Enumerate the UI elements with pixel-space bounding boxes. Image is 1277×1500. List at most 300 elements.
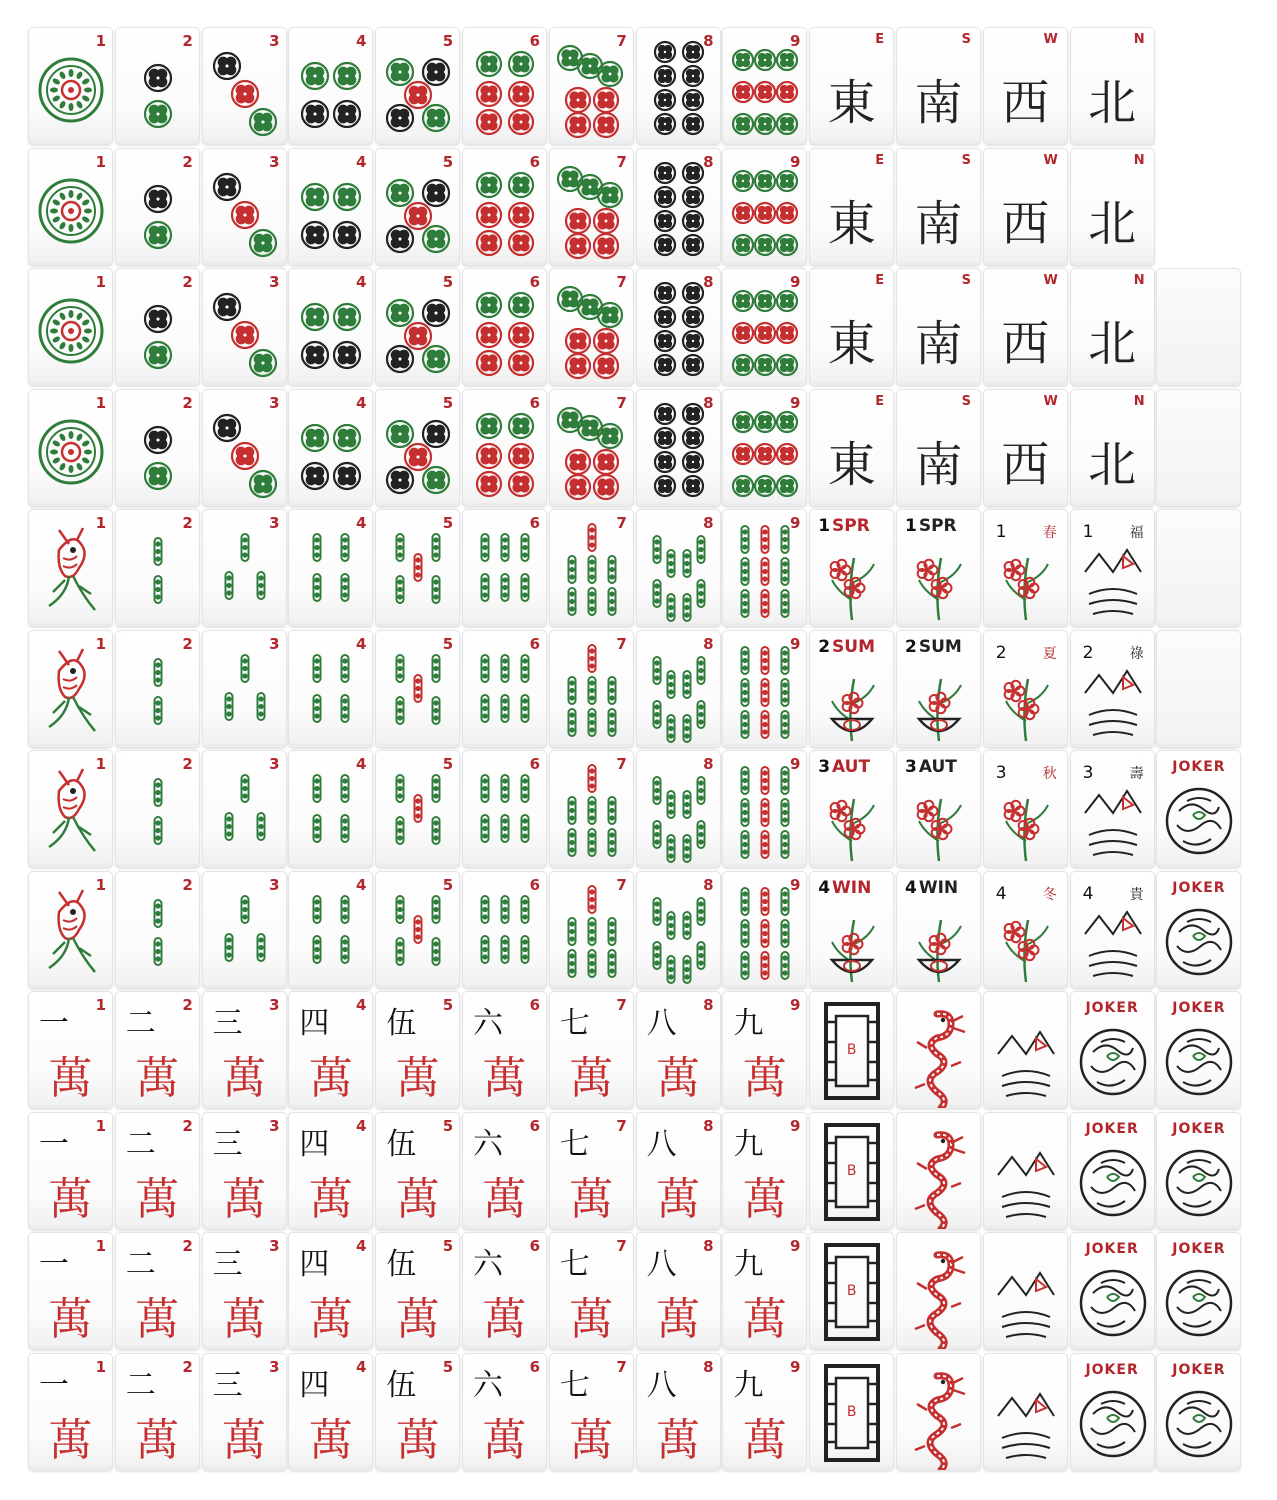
joker-tile	[1070, 991, 1155, 1109]
wind-tile	[809, 389, 894, 507]
joker-tile	[1070, 1112, 1155, 1230]
wind-character: 西	[1001, 316, 1050, 372]
wan-character: 萬	[482, 1414, 527, 1466]
character-tile	[28, 1112, 113, 1230]
season-tile	[809, 871, 894, 989]
tile-index: 7	[616, 634, 627, 653]
wind-character: 南	[914, 316, 963, 372]
wind-letter: E	[875, 393, 885, 409]
circle-tile	[115, 389, 200, 507]
tile-index: 7	[616, 996, 627, 1014]
tile-index: 3	[269, 755, 280, 773]
season-label	[905, 757, 957, 777]
fortune-number: 1	[1082, 522, 1094, 542]
wan-character: 萬	[569, 1053, 614, 1104]
landscape-icon	[984, 1354, 1068, 1471]
tile-index: 1	[95, 514, 106, 532]
character-tile	[722, 991, 807, 1109]
wan-character: 萬	[135, 1053, 180, 1104]
tile-index: 2	[182, 875, 193, 894]
wind-tile	[983, 389, 1068, 507]
character-tile	[288, 991, 373, 1109]
season-label	[818, 878, 871, 898]
circle-tile	[375, 27, 460, 145]
bamboo-tile	[28, 630, 113, 748]
tile-index: 6	[529, 273, 540, 291]
character-tile	[375, 1232, 460, 1350]
wan-character: 萬	[395, 1414, 440, 1466]
wan-character: 萬	[48, 1053, 93, 1104]
red-dragon-tile	[896, 1232, 981, 1350]
season-name: AUT	[832, 757, 871, 777]
bamboo-tile	[375, 509, 460, 627]
bamboo-tile	[288, 871, 373, 989]
circle-tile	[375, 268, 460, 386]
tile-index: 9	[789, 1116, 801, 1135]
season-label	[905, 516, 957, 536]
tile-index: 1	[95, 1116, 106, 1135]
wind-tile	[896, 389, 981, 507]
wan-character: 萬	[395, 1173, 440, 1225]
bamboo-tile	[202, 871, 287, 989]
wan-character: 萬	[308, 1173, 353, 1225]
joker-label: JOKER	[1085, 1361, 1139, 1378]
wind-letter: S	[961, 32, 971, 47]
joker-label: JOKER	[1085, 1241, 1139, 1257]
numeral-character: 伍	[386, 1367, 417, 1403]
numeral-character: 七	[559, 1006, 590, 1041]
tile-index: 2	[182, 755, 193, 773]
numeral-character: 三	[212, 1126, 243, 1162]
dragon-icon	[897, 1113, 981, 1230]
bamboo-tile	[636, 871, 721, 989]
wind-character: 南	[914, 195, 963, 252]
wan-character: 萬	[482, 1294, 527, 1345]
red-dragon-tile	[896, 991, 981, 1109]
season-label	[905, 637, 962, 657]
season-tile	[896, 509, 981, 627]
circle-tile	[636, 27, 721, 145]
tile-index: 9	[789, 1237, 801, 1255]
character-tile	[288, 1112, 373, 1230]
tile-index: 8	[703, 755, 714, 773]
tile-index: 5	[442, 1357, 454, 1376]
numeral-character: 八	[646, 1126, 677, 1162]
numeral-character: 六	[473, 1247, 503, 1282]
joker-tile	[1156, 1112, 1241, 1230]
red-dragon-tile	[896, 1112, 981, 1230]
tile-index: 4	[355, 634, 367, 653]
tile-index: 5	[442, 32, 454, 50]
character-tile	[722, 1112, 807, 1230]
wind-letter: S	[961, 393, 971, 409]
wind-tile	[896, 148, 981, 266]
circle-tile	[722, 148, 807, 266]
wan-character: 萬	[569, 1294, 614, 1345]
bamboo-tile	[722, 630, 807, 748]
wan-character: 萬	[482, 1173, 527, 1225]
flower-tile	[983, 630, 1068, 748]
bamboo-tile	[28, 509, 113, 627]
tile-index: 7	[616, 32, 627, 50]
wind-letter: N	[1133, 32, 1145, 47]
tile-index: 2	[182, 393, 193, 412]
wan-character: 萬	[395, 1294, 440, 1345]
circle-tile	[636, 268, 721, 386]
numeral-character: 七	[559, 1367, 590, 1403]
wind-letter: W	[1043, 32, 1058, 47]
tile-index: 9	[789, 634, 801, 653]
numeral-character: 三	[212, 1367, 243, 1403]
wind-letter: W	[1043, 393, 1058, 409]
joker-label: JOKER	[1085, 1120, 1139, 1137]
circle-tile	[28, 268, 113, 386]
season-tile	[896, 630, 981, 748]
character-tile	[202, 991, 287, 1109]
bamboo-tile	[288, 509, 373, 627]
numeral-character: 四	[299, 1126, 330, 1162]
numeral-character: 一	[39, 1247, 69, 1282]
fortune-tile	[983, 1232, 1068, 1350]
wan-character: 萬	[569, 1173, 614, 1225]
character-tile	[722, 1353, 807, 1471]
tile-index: 1	[95, 32, 106, 50]
character-tile	[375, 1353, 460, 1471]
bamboo-tile	[462, 509, 547, 627]
circle-tile	[28, 389, 113, 507]
bamboo-tile	[636, 509, 721, 627]
tile-index: 2	[182, 634, 193, 653]
wind-tile	[1070, 27, 1155, 145]
circle-tile	[202, 27, 287, 145]
dragon-letter: B	[846, 1162, 857, 1179]
joker-tile	[1070, 1353, 1155, 1471]
tile-index: 6	[529, 393, 540, 412]
tile-index: 1	[95, 755, 106, 773]
character-tile	[115, 1112, 200, 1230]
tile-index: 5	[442, 634, 454, 653]
season-number: 2	[905, 636, 917, 657]
tile-index: 8	[703, 393, 714, 412]
wan-character: 萬	[222, 1053, 267, 1104]
season-label	[818, 516, 870, 536]
tile-index: 1	[95, 996, 106, 1014]
tile-index: 6	[529, 1357, 540, 1376]
wind-character: 東	[827, 436, 876, 493]
circle-tile	[202, 148, 287, 266]
wan-character: 萬	[656, 1173, 701, 1225]
season-number: 4	[818, 877, 831, 898]
numeral-character: 四	[299, 1006, 330, 1041]
season-number: 3	[905, 757, 917, 777]
tile-index: 5	[442, 1237, 454, 1255]
fortune-tile	[1070, 871, 1155, 989]
wind-character: 南	[914, 436, 963, 493]
bamboo-tile	[115, 750, 200, 868]
landscape-icon	[984, 1233, 1068, 1350]
numeral-character: 六	[473, 1126, 503, 1162]
tile-index: 4	[355, 996, 367, 1014]
circle-tile	[28, 27, 113, 145]
numeral-character: 四	[299, 1367, 330, 1403]
numeral-character: 伍	[386, 1247, 417, 1282]
tile-index: 3	[269, 1357, 280, 1376]
bamboo-tile	[375, 750, 460, 868]
joker-label: JOKER	[1085, 1000, 1139, 1016]
bamboo-tile	[722, 509, 807, 627]
tile-index: 6	[529, 514, 540, 532]
wan-character: 萬	[482, 1053, 527, 1104]
tile-index: 5	[442, 514, 454, 532]
circle-tile	[549, 268, 634, 386]
character-tile	[288, 1232, 373, 1350]
circle-tile	[722, 27, 807, 145]
fortune-number: 4	[1082, 883, 1094, 904]
wind-letter: W	[1043, 152, 1058, 168]
tile-index: 8	[703, 634, 714, 653]
numeral-character: 一	[39, 1006, 69, 1041]
tile-index: 9	[789, 152, 801, 171]
tile-index: 8	[703, 1237, 714, 1255]
numeral-character: 六	[473, 1006, 503, 1041]
bamboo-tile	[636, 750, 721, 868]
numeral-character: 六	[473, 1367, 503, 1403]
landscape-icon	[984, 992, 1068, 1109]
joker-label: JOKER	[1172, 879, 1226, 896]
season-tile	[809, 750, 894, 868]
bamboo-tile	[462, 871, 547, 989]
joker-label: JOKER	[1172, 1000, 1226, 1016]
wind-letter: E	[875, 32, 885, 47]
tile-index: 3	[269, 1116, 280, 1135]
wind-character: 西	[1001, 195, 1050, 252]
flower-tile	[983, 750, 1068, 868]
circle-tile	[202, 389, 287, 507]
season-name: AUT	[918, 757, 957, 777]
wind-letter: S	[961, 152, 971, 168]
landscape-icon	[984, 1113, 1068, 1230]
circle-tile	[375, 148, 460, 266]
tile-index: 7	[616, 1116, 627, 1135]
tile-index: 1	[95, 634, 106, 653]
numeral-character: 二	[125, 1006, 156, 1041]
soap-dragon-tile	[809, 991, 894, 1109]
joker-tile	[1156, 1353, 1241, 1471]
tile-index: 3	[269, 634, 280, 653]
tile-index: 9	[789, 273, 801, 291]
circle-tile	[375, 389, 460, 507]
circle-tile	[28, 148, 113, 266]
character-tile	[549, 1353, 634, 1471]
wan-character: 萬	[135, 1414, 180, 1466]
tile-index: 9	[789, 755, 801, 773]
numeral-character: 九	[733, 1126, 764, 1162]
soap-dragon-tile	[809, 1112, 894, 1230]
tile-index: 4	[355, 393, 367, 412]
season-number: 2	[818, 636, 831, 657]
flower-character: 夏	[1042, 645, 1057, 662]
season-name: WIN	[832, 877, 872, 898]
flower-tile	[983, 509, 1068, 627]
tile-index: 1	[95, 393, 106, 412]
season-name: WIN	[918, 877, 959, 898]
character-tile	[462, 991, 547, 1109]
tile-index: 4	[355, 514, 367, 532]
flower-number: 1	[995, 522, 1007, 542]
character-tile	[462, 1112, 547, 1230]
circle-tile	[115, 268, 200, 386]
fortune-tile	[1070, 509, 1155, 627]
tile-index: 4	[355, 1237, 367, 1255]
tile-index: 6	[529, 875, 540, 894]
bamboo-tile	[202, 509, 287, 627]
tile-index: 2	[182, 1116, 193, 1135]
season-name: SUM	[918, 636, 962, 657]
wan-character: 萬	[308, 1414, 353, 1466]
numeral-character: 一	[39, 1126, 69, 1162]
blank-tile	[1156, 509, 1241, 627]
tile-index: 3	[269, 32, 280, 50]
circle-tile	[462, 268, 547, 386]
joker-tile	[1156, 1232, 1241, 1350]
flower-tile	[983, 871, 1068, 989]
character-tile	[462, 1353, 547, 1471]
dragon-icon	[897, 992, 981, 1109]
tile-index: 3	[269, 152, 280, 171]
fortune-tile	[983, 991, 1068, 1109]
joker-tile	[1156, 871, 1241, 989]
character-tile	[202, 1112, 287, 1230]
wind-character: 東	[827, 195, 876, 252]
circle-tile	[722, 389, 807, 507]
wan-character: 萬	[135, 1173, 180, 1225]
tile-index: 2	[182, 1357, 193, 1376]
dragon-icon	[897, 1354, 981, 1471]
numeral-character: 八	[646, 1247, 677, 1282]
blank-tile	[1156, 268, 1241, 386]
wind-letter: S	[961, 273, 971, 288]
bamboo-tile	[28, 750, 113, 868]
joker-tile	[1070, 1232, 1155, 1350]
wind-tile	[983, 27, 1068, 145]
tile-index: 2	[182, 152, 193, 171]
joker-tile	[1156, 750, 1241, 868]
dragon-letter: B	[846, 1403, 857, 1420]
character-tile	[636, 991, 721, 1109]
blank-tile	[1156, 389, 1241, 507]
tile-index: 4	[355, 273, 367, 291]
wind-letter: E	[875, 273, 885, 288]
tile-index: 9	[789, 393, 801, 412]
character-tile	[115, 991, 200, 1109]
numeral-character: 二	[125, 1247, 156, 1282]
wan-character: 萬	[308, 1053, 353, 1104]
tile-index: 4	[355, 875, 367, 894]
bamboo-tile	[549, 509, 634, 627]
tile-index: 9	[789, 996, 801, 1014]
numeral-character: 伍	[386, 1006, 417, 1041]
tile-index: 8	[703, 996, 714, 1014]
tile-index: 7	[616, 273, 627, 291]
fortune-character: 壽	[1129, 766, 1144, 782]
tile-index: 8	[703, 1357, 714, 1376]
soap-dragon-tile	[809, 1232, 894, 1350]
tile-index: 1	[95, 273, 106, 291]
tile-index: 3	[269, 996, 280, 1014]
wind-character: 南	[914, 75, 963, 131]
character-tile	[636, 1353, 721, 1471]
bamboo-tile	[722, 871, 807, 989]
bamboo-tile	[549, 871, 634, 989]
tile-index: 6	[529, 152, 540, 171]
character-tile	[202, 1232, 287, 1350]
numeral-character: 七	[559, 1126, 590, 1162]
wind-character: 東	[827, 316, 876, 372]
flower-number: 2	[995, 642, 1007, 663]
circle-tile	[462, 27, 547, 145]
circle-tile	[202, 268, 287, 386]
circle-tile	[462, 389, 547, 507]
tile-index: 3	[269, 393, 280, 412]
tile-index: 6	[529, 1116, 540, 1135]
wan-character: 萬	[569, 1414, 614, 1466]
joker-label: JOKER	[1172, 1241, 1226, 1257]
red-dragon-tile	[896, 1353, 981, 1471]
fortune-character: 福	[1129, 525, 1144, 541]
tile-index: 8	[703, 152, 714, 171]
wind-letter: W	[1043, 273, 1058, 288]
wind-character: 西	[1001, 75, 1050, 131]
character-tile	[375, 991, 460, 1109]
character-tile	[636, 1112, 721, 1230]
wind-character: 東	[827, 75, 876, 131]
flower-character: 春	[1042, 525, 1057, 541]
tile-index: 3	[269, 273, 280, 291]
tile-index: 1	[95, 875, 106, 894]
circle-tile	[288, 148, 373, 266]
tile-index: 4	[355, 1357, 367, 1376]
character-tile	[28, 1232, 113, 1350]
fortune-tile	[983, 1112, 1068, 1230]
circle-tile	[549, 389, 634, 507]
bamboo-tile	[462, 750, 547, 868]
season-name: SPR	[918, 516, 957, 536]
bamboo-tile	[462, 630, 547, 748]
fortune-number: 2	[1082, 642, 1094, 663]
bamboo-tile	[115, 630, 200, 748]
season-number: 3	[818, 757, 831, 777]
season-label	[818, 757, 870, 777]
circle-tile	[462, 148, 547, 266]
flower-number: 4	[995, 883, 1007, 904]
season-number: 4	[905, 877, 917, 898]
tile-index: 5	[442, 152, 454, 171]
tile-index: 8	[703, 1116, 714, 1135]
circle-tile	[115, 148, 200, 266]
wan-character: 萬	[742, 1414, 787, 1466]
wind-tile	[809, 148, 894, 266]
numeral-character: 八	[646, 1006, 677, 1041]
tile-index: 7	[616, 1357, 627, 1376]
tile-index: 6	[529, 1237, 540, 1255]
wind-character: 北	[1088, 195, 1137, 252]
season-label	[818, 637, 875, 657]
dragon-letter: B	[846, 1283, 857, 1299]
tile-index: 3	[269, 875, 280, 894]
wan-character: 萬	[656, 1053, 701, 1104]
character-tile	[462, 1232, 547, 1350]
wind-tile	[896, 268, 981, 386]
